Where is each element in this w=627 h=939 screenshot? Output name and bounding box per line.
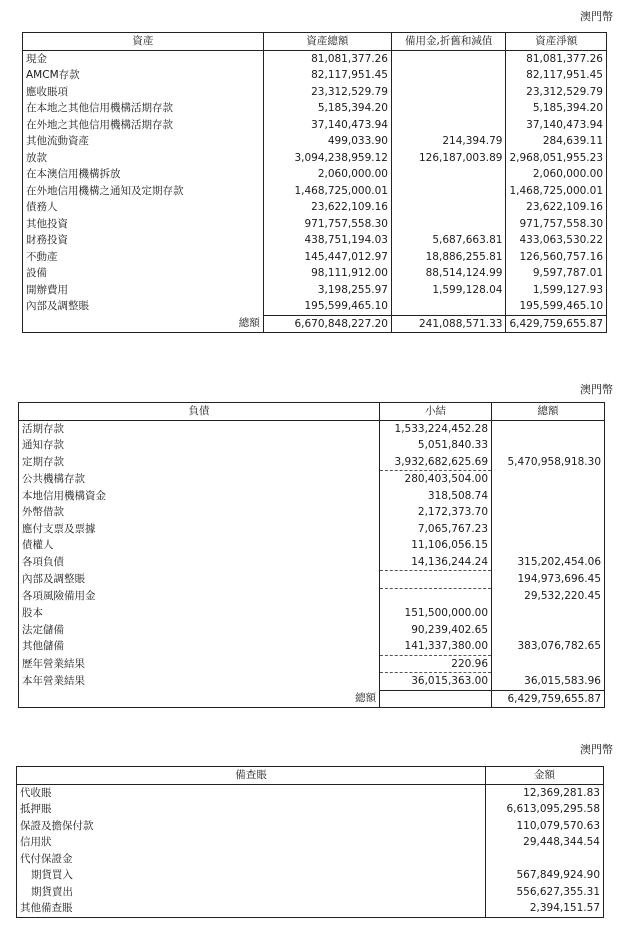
asset-net: 433,063,530.22: [506, 232, 607, 249]
memo-label: 期貨買入: [17, 867, 486, 884]
assets-header-reserve: 備用金,折舊和減值: [391, 33, 506, 51]
liabilities-row: [19, 638, 605, 655]
liabilities-row: [19, 437, 605, 454]
asset-label: 應收賬項: [23, 84, 264, 101]
liability-label: 應付支票及票據: [19, 521, 380, 538]
liability-subtotal: [380, 588, 492, 605]
liabilities-row: [19, 521, 605, 538]
assets-header-item: 資產: [23, 33, 264, 51]
liability-label: 本地信用機構資金: [19, 488, 380, 505]
assets-header-row: [23, 33, 607, 51]
liability-total: [492, 488, 605, 505]
liability-label: 定期存款: [19, 454, 380, 471]
asset-gross: 82,117,951.45: [263, 67, 391, 84]
memo-row: [17, 900, 604, 917]
liability-label: 各項風險備用金: [19, 588, 380, 605]
liability-total: [492, 605, 605, 622]
memo-header-row: [17, 767, 604, 785]
assets-row: [23, 249, 607, 266]
liabilities-total-row: [19, 690, 605, 708]
assets-row: [23, 117, 607, 134]
asset-net: 23,622,109.16: [506, 199, 607, 216]
asset-net: 126,560,757.16: [506, 249, 607, 266]
asset-net: 37,140,473.94: [506, 117, 607, 134]
asset-label: 設備: [23, 265, 264, 282]
asset-gross: 23,622,109.16: [263, 199, 391, 216]
memo-amount: 29,448,344.54: [486, 834, 604, 851]
liability-subtotal: 220.96: [380, 655, 492, 673]
asset-reserve: 1,599,128.04: [391, 282, 506, 299]
liabilities-row: [19, 420, 605, 437]
liabilities-total-sub-empty: [380, 690, 492, 708]
assets-table: [22, 32, 607, 333]
assets-row: [23, 150, 607, 167]
liability-subtotal: [380, 571, 492, 589]
asset-label: 債務人: [23, 199, 264, 216]
liability-label: 公共機構存款: [19, 471, 380, 488]
liability-label: 法定儲備: [19, 622, 380, 639]
asset-gross: 3,198,255.97: [263, 282, 391, 299]
liabilities-total-value: 6,429,759,655.87: [492, 690, 605, 708]
asset-label: 不動產: [23, 249, 264, 266]
liability-subtotal: 1,533,224,452.28: [380, 420, 492, 437]
liability-total: 383,076,782.65: [492, 638, 605, 655]
asset-reserve: [391, 117, 506, 134]
liability-label: 通知存款: [19, 437, 380, 454]
asset-gross: 438,751,194.03: [263, 232, 391, 249]
memo-amount: [486, 851, 604, 868]
assets-row: [23, 67, 607, 84]
liability-total: 5,470,958,918.30: [492, 454, 605, 471]
asset-gross: 1,468,725,000.01: [263, 183, 391, 200]
liability-subtotal: 2,172,373.70: [380, 504, 492, 521]
liability-total: [492, 622, 605, 639]
asset-reserve: [391, 199, 506, 216]
liability-label: 活期存款: [19, 420, 380, 437]
liability-label: 各項負債: [19, 554, 380, 571]
liability-total: [492, 537, 605, 554]
liabilities-header-item: 負債: [19, 403, 380, 421]
assets-row: [23, 265, 607, 282]
memo-row: [17, 784, 604, 801]
memo-row: [17, 818, 604, 835]
asset-label: 內部及調整賬: [23, 298, 264, 315]
asset-net: 1,468,725,000.01: [506, 183, 607, 200]
assets-header-net: 資產淨額: [506, 33, 607, 51]
asset-reserve: [391, 166, 506, 183]
asset-net: 195,599,465.10: [506, 298, 607, 315]
liability-total: 29,532,220.45: [492, 588, 605, 605]
asset-label: 其他投資: [23, 216, 264, 233]
assets-header-gross: 資產總額: [263, 33, 391, 51]
liabilities-row: [19, 454, 605, 471]
assets-row: [23, 199, 607, 216]
asset-reserve: [391, 50, 506, 67]
asset-net: 5,185,394.20: [506, 100, 607, 117]
liabilities-currency-label: 澳門幣: [580, 383, 613, 396]
assets-row: [23, 183, 607, 200]
liabilities-row: [19, 605, 605, 622]
assets-row: [23, 50, 607, 67]
asset-label: 放款: [23, 150, 264, 167]
liability-label: 歷年營業結果: [19, 655, 380, 673]
asset-net: 284,639.11: [506, 133, 607, 150]
asset-gross: 37,140,473.94: [263, 117, 391, 134]
asset-reserve: [391, 183, 506, 200]
memo-table: [16, 766, 604, 918]
asset-reserve: [391, 67, 506, 84]
liability-subtotal: 280,403,504.00: [380, 471, 492, 488]
memo-row: [17, 884, 604, 901]
liability-total: 36,015,583.96: [492, 673, 605, 691]
memo-amount: 567,849,924.90: [486, 867, 604, 884]
asset-net: 2,968,051,955.23: [506, 150, 607, 167]
liability-total: [492, 521, 605, 538]
asset-gross: 5,185,394.20: [263, 100, 391, 117]
liabilities-row: [19, 471, 605, 488]
asset-reserve: [391, 100, 506, 117]
liability-total: 315,202,454.06: [492, 554, 605, 571]
asset-net: 23,312,529.79: [506, 84, 607, 101]
asset-label: 在本澳信用機構拆放: [23, 166, 264, 183]
memo-header-amount: 金額: [486, 767, 604, 785]
asset-label: 財務投資: [23, 232, 264, 249]
memo-label: 保證及擔保付款: [17, 818, 486, 835]
asset-net: 2,060,000.00: [506, 166, 607, 183]
asset-reserve: 5,687,663.81: [391, 232, 506, 249]
memo-amount: 110,079,570.63: [486, 818, 604, 835]
asset-reserve: 126,187,003.89: [391, 150, 506, 167]
memo-amount: 6,613,095,295.58: [486, 801, 604, 818]
asset-label: 在本地之其他信用機構活期存款: [23, 100, 264, 117]
assets-row: [23, 166, 607, 183]
liabilities-row: [19, 673, 605, 691]
liability-subtotal: 11,106,056.15: [380, 537, 492, 554]
asset-gross: 195,599,465.10: [263, 298, 391, 315]
liability-label: 債權人: [19, 537, 380, 554]
asset-gross: 98,111,912.00: [263, 265, 391, 282]
liability-total: 194,973,696.45: [492, 571, 605, 589]
asset-gross: 499,033.90: [263, 133, 391, 150]
liabilities-row: [19, 504, 605, 521]
memo-currency-label: 澳門幣: [580, 743, 613, 756]
liability-subtotal: 3,932,682,625.69: [380, 454, 492, 471]
assets-row: [23, 84, 607, 101]
asset-reserve: 88,514,124.99: [391, 265, 506, 282]
liability-subtotal: 5,051,840.33: [380, 437, 492, 454]
assets-currency-label: 澳門幣: [580, 10, 613, 23]
memo-row: [17, 801, 604, 818]
liability-subtotal: 151,500,000.00: [380, 605, 492, 622]
asset-reserve: [391, 84, 506, 101]
memo-amount: 556,627,355.31: [486, 884, 604, 901]
asset-label: 在外地之其他信用機構活期存款: [23, 117, 264, 134]
memo-row: [17, 851, 604, 868]
memo-label: 其他備查賬: [17, 900, 486, 917]
asset-net: 971,757,558.30: [506, 216, 607, 233]
liabilities-row: [19, 655, 605, 673]
asset-gross: 3,094,238,959.12: [263, 150, 391, 167]
liabilities-row: [19, 588, 605, 605]
memo-amount: 2,394,151.57: [486, 900, 604, 917]
assets-row: [23, 100, 607, 117]
memo-label: 抵押賬: [17, 801, 486, 818]
asset-reserve: 18,886,255.81: [391, 249, 506, 266]
liability-total: [492, 504, 605, 521]
liability-total: [492, 471, 605, 488]
liability-subtotal: 7,065,767.23: [380, 521, 492, 538]
assets-row: [23, 216, 607, 233]
asset-gross: 971,757,558.30: [263, 216, 391, 233]
liabilities-row: [19, 554, 605, 571]
asset-net: 1,599,127.93: [506, 282, 607, 299]
memo-row: [17, 867, 604, 884]
liabilities-row: [19, 488, 605, 505]
assets-row: [23, 133, 607, 150]
memo-header-item: 備查賬: [17, 767, 486, 785]
assets-row: [23, 298, 607, 315]
assets-total-net: 6,429,759,655.87: [506, 315, 607, 333]
liability-subtotal: 14,136,244.24: [380, 554, 492, 571]
asset-gross: 145,447,012.97: [263, 249, 391, 266]
memo-amount: 12,369,281.83: [486, 784, 604, 801]
memo-label: 代付保證金: [17, 851, 486, 868]
liabilities-table: [18, 402, 605, 708]
liabilities-header-row: [19, 403, 605, 421]
asset-gross: 23,312,529.79: [263, 84, 391, 101]
liability-label: 其他儲備: [19, 638, 380, 655]
liability-label: 外幣借款: [19, 504, 380, 521]
asset-gross: 81,081,377.26: [263, 50, 391, 67]
liabilities-header-total: 總額: [492, 403, 605, 421]
assets-total-label: 總額: [23, 315, 264, 333]
asset-net: 9,597,787.01: [506, 265, 607, 282]
liabilities-row: [19, 537, 605, 554]
assets-row: [23, 282, 607, 299]
asset-label: AMCM存款: [23, 67, 264, 84]
liabilities-row: [19, 622, 605, 639]
memo-label: 代收賬: [17, 784, 486, 801]
asset-label: 現金: [23, 50, 264, 67]
assets-total-gross: 6,670,848,227.20: [263, 315, 391, 333]
liabilities-total-label: 總額: [19, 690, 380, 708]
memo-row: [17, 834, 604, 851]
memo-label: 信用狀: [17, 834, 486, 851]
asset-reserve: 214,394.79: [391, 133, 506, 150]
assets-total-row: [23, 315, 607, 333]
liability-subtotal: 318,508.74: [380, 488, 492, 505]
liability-subtotal: 90,239,402.65: [380, 622, 492, 639]
asset-reserve: [391, 216, 506, 233]
liability-total: [492, 437, 605, 454]
liabilities-header-subtotal: 小結: [380, 403, 492, 421]
liability-total: [492, 420, 605, 437]
asset-reserve: [391, 298, 506, 315]
asset-label: 開辦費用: [23, 282, 264, 299]
asset-gross: 2,060,000.00: [263, 166, 391, 183]
asset-net: 82,117,951.45: [506, 67, 607, 84]
assets-row: [23, 232, 607, 249]
liability-label: 內部及調整賬: [19, 571, 380, 589]
liability-subtotal: 141,337,380.00: [380, 638, 492, 655]
liability-subtotal: 36,015,363.00: [380, 673, 492, 691]
liability-label: 股本: [19, 605, 380, 622]
liability-label: 本年營業結果: [19, 673, 380, 691]
memo-label: 期貨賣出: [17, 884, 486, 901]
liabilities-row: [19, 571, 605, 589]
assets-total-reserve: 241,088,571.33: [391, 315, 506, 333]
asset-label: 在外地信用機構之通知及定期存款: [23, 183, 264, 200]
asset-label: 其他流動資產: [23, 133, 264, 150]
asset-net: 81,081,377.26: [506, 50, 607, 67]
liability-total: [492, 655, 605, 673]
